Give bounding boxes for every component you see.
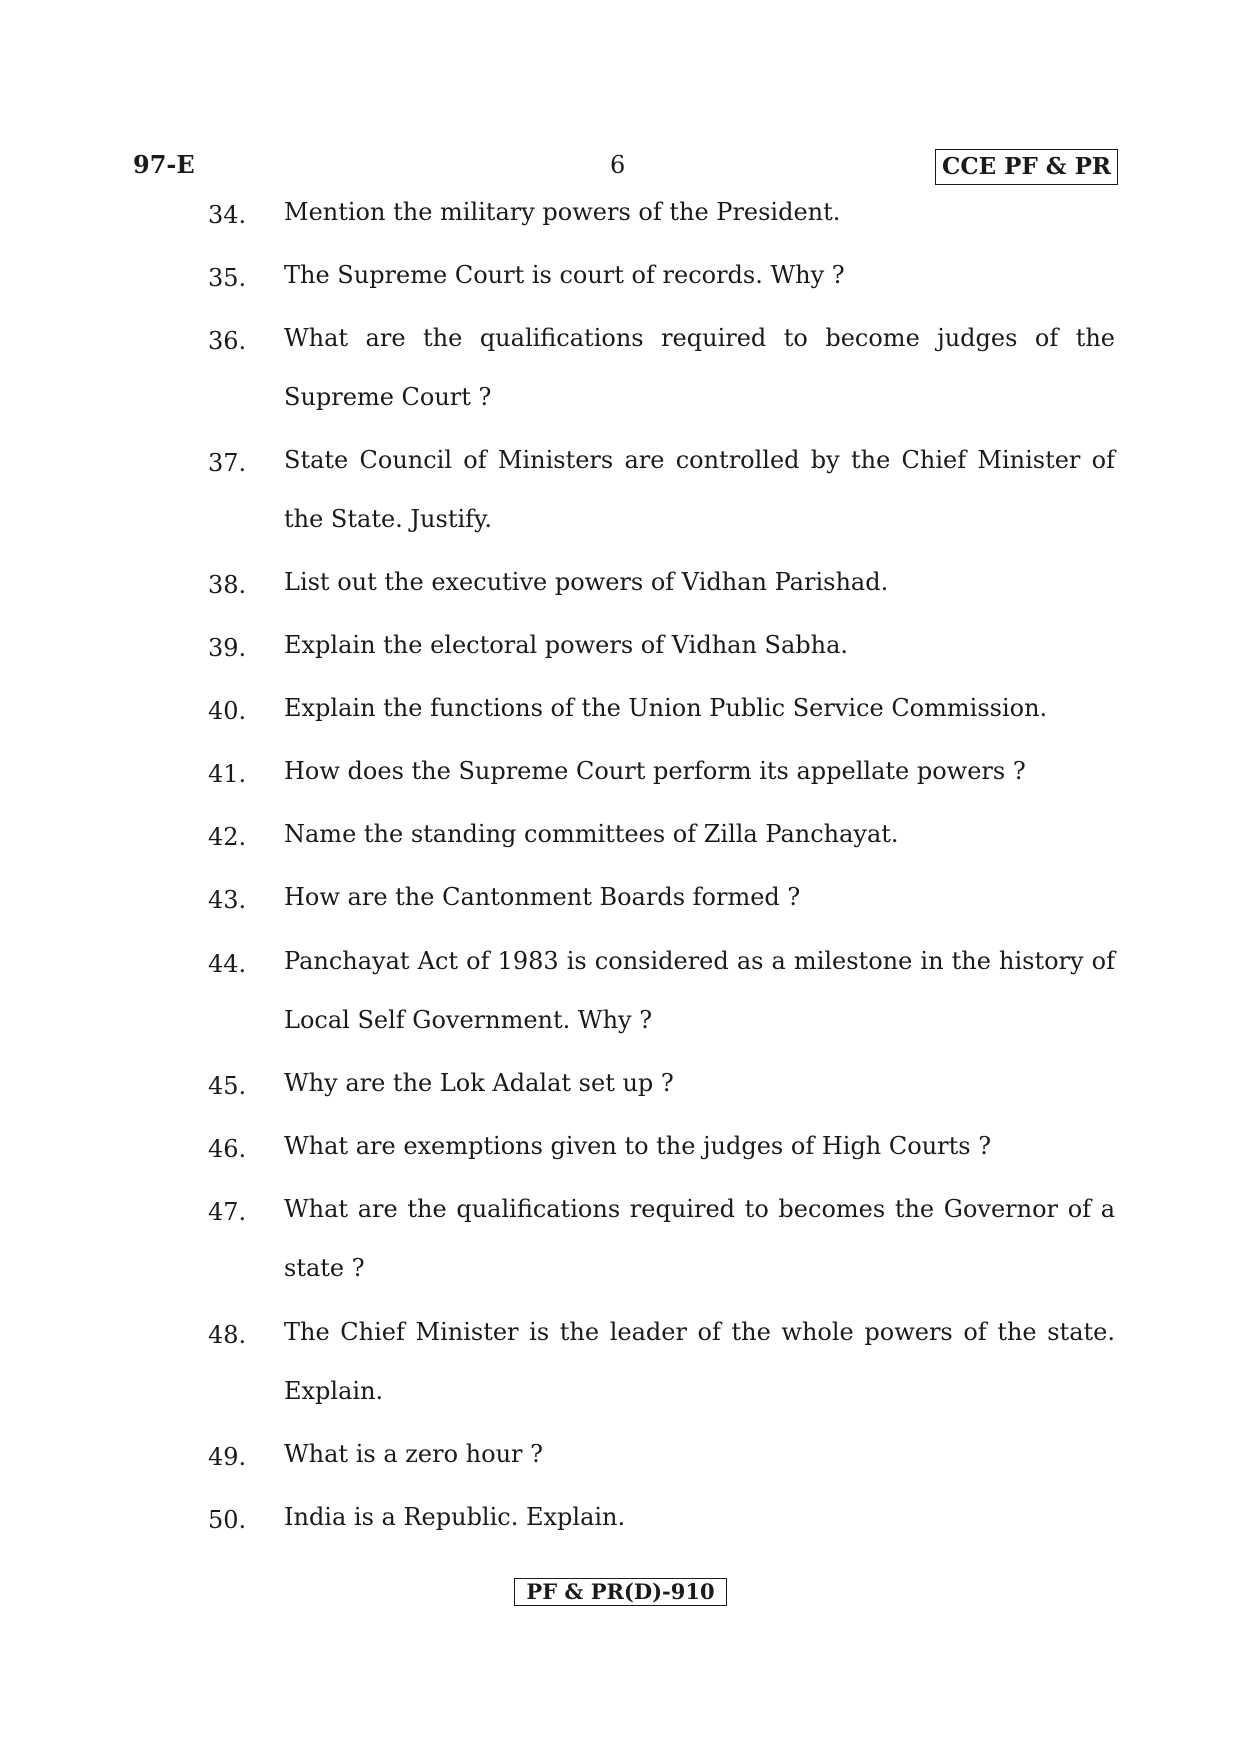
question-text: Panchayat Act of 1983 is considered as a milestone in the history of Local Self Government. Why ? xyxy=(284,947,1115,1034)
page-number: 6 xyxy=(610,151,626,179)
question-text: What are exemptions given to the judges of High Courts ? xyxy=(284,1132,992,1160)
exam-code-box: CCE PF & PR xyxy=(935,149,1118,185)
question-text: Explain the functions of the Union Public Service Commission. xyxy=(284,694,1048,722)
question-text: The Supreme Court is court of records. Why ? xyxy=(284,261,845,289)
question-text: How does the Supreme Court perform its appellate powers ? xyxy=(284,757,1026,785)
question-text: Name the standing committees of Zilla Panchayat. xyxy=(284,820,899,848)
question-number: 45. xyxy=(208,1072,247,1100)
question-number: 42. xyxy=(208,823,247,851)
question-number: 36. xyxy=(208,327,247,355)
question-number: 35. xyxy=(208,264,247,292)
question-text: The Chief Minister is the leader of the whole powers of the state. Explain. xyxy=(284,1318,1115,1405)
question-number: 50. xyxy=(208,1506,247,1534)
question-text: Explain the electoral powers of Vidhan Sabha. xyxy=(284,631,849,659)
question-text: What is a zero hour ? xyxy=(284,1440,543,1468)
question-number: 46. xyxy=(208,1135,247,1163)
question-number: 49. xyxy=(208,1443,247,1471)
question-number: 48. xyxy=(208,1321,247,1349)
question-number: 41. xyxy=(208,760,247,788)
paper-code: 97-E xyxy=(133,150,195,179)
question-text: State Council of Ministers are controlled by the Chief Minister of the State. Justify. xyxy=(284,446,1115,533)
question-number: 47. xyxy=(208,1198,247,1226)
question-text: Why are the Lok Adalat set up ? xyxy=(284,1069,674,1097)
question-text: How are the Cantonment Boards formed ? xyxy=(284,883,801,911)
question-text: List out the executive powers of Vidhan Parishad. xyxy=(284,568,889,596)
question-number: 44. xyxy=(208,950,247,978)
footer-code-box: PF & PR(D)-910 xyxy=(514,1578,727,1606)
question-number: 38. xyxy=(208,571,247,599)
question-number: 40. xyxy=(208,697,247,725)
question-text: What are the qualifications required to becomes the Governor of a state ? xyxy=(284,1195,1115,1282)
question-number: 43. xyxy=(208,886,247,914)
question-text: What are the qualifications required to become judges of the Supreme Court ? xyxy=(284,324,1115,411)
question-number: 34. xyxy=(208,201,247,229)
question-number: 37. xyxy=(208,449,247,477)
question-text: India is a Republic. Explain. xyxy=(284,1503,626,1531)
question-text: Mention the military powers of the President. xyxy=(284,198,841,226)
question-number: 39. xyxy=(208,634,247,662)
